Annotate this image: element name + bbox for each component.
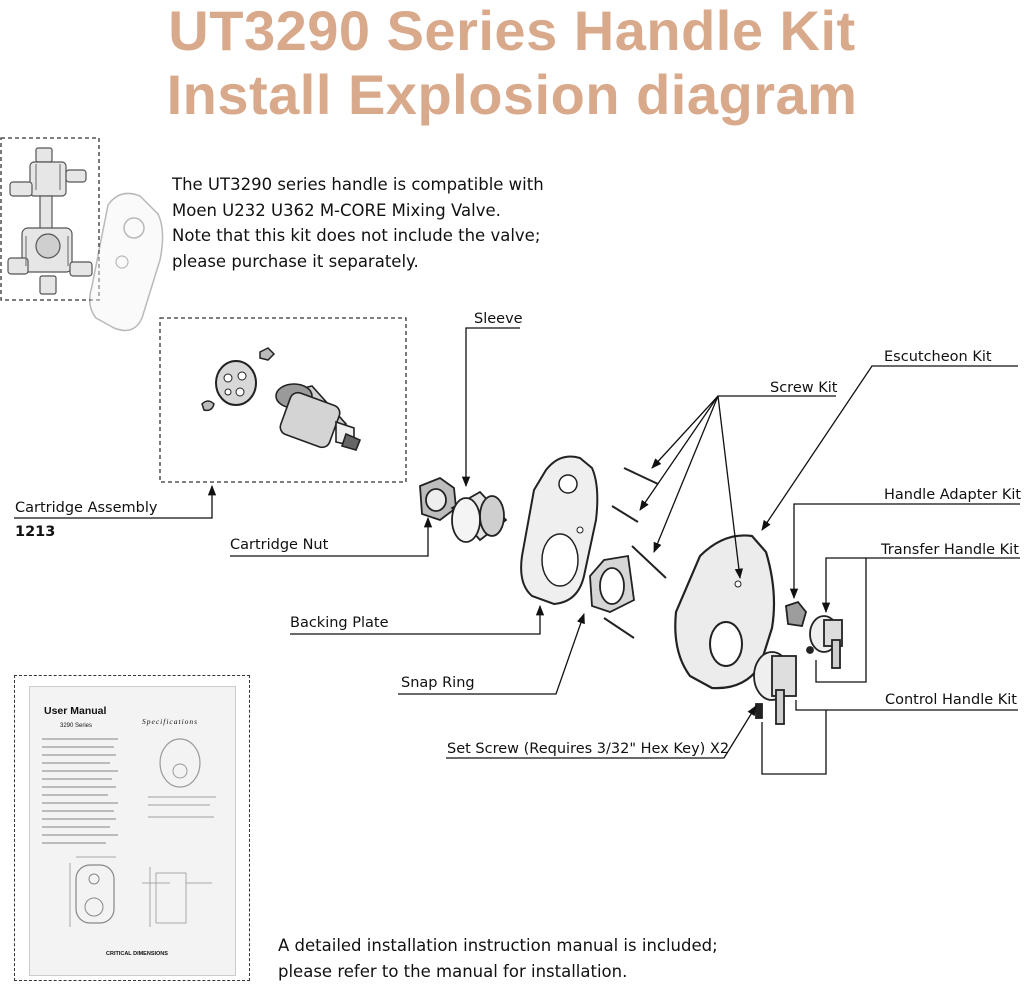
label-transfer-handle-kit: Transfer Handle Kit xyxy=(881,542,1019,558)
manual-specifications: Specifications xyxy=(142,717,199,726)
compatibility-note-line: The UT3290 series handle is compatible with xyxy=(172,175,544,194)
backing-plate-image xyxy=(521,457,597,605)
label-cartridge-part-number: 1213 xyxy=(15,524,56,540)
label-cartridge-assembly: Cartridge Assembly xyxy=(15,500,158,516)
manual-note-line: A detailed installation instruction manual is included; xyxy=(278,936,718,955)
page-title-line-2: Install Explosion diagram xyxy=(166,63,858,126)
user-manual-image xyxy=(14,675,250,981)
snap-ring-image xyxy=(590,556,634,612)
manual-drawings xyxy=(30,687,235,975)
label-handle-adapter-kit: Handle Adapter Kit xyxy=(884,487,1022,503)
sleeve-image xyxy=(452,492,506,542)
plaster-guard-image xyxy=(90,193,163,330)
manual-note xyxy=(278,933,718,985)
control-handle-image xyxy=(754,652,796,724)
manual-subtitle: 3290 Series xyxy=(60,723,93,729)
label-set-screw: Set Screw (Requires 3/32" Hex Key) X2 xyxy=(447,741,730,757)
transfer-handle-image xyxy=(810,616,842,668)
label-screw-kit: Screw Kit xyxy=(770,380,838,396)
manual-title: User Manual xyxy=(44,705,107,717)
label-sleeve: Sleeve xyxy=(474,311,523,327)
screw-kit-image xyxy=(604,468,666,638)
manual-note-line: please refer to the manual for installation. xyxy=(278,962,628,981)
cartridge-nut-image xyxy=(420,478,456,520)
cartridge-assembly-image xyxy=(202,348,360,450)
label-escutcheon-kit: Escutcheon Kit xyxy=(884,349,992,365)
label-snap-ring: Snap Ring xyxy=(401,675,475,691)
manual-critical-dimensions: CRITICAL DIMENSIONS xyxy=(106,951,168,957)
mixing-valve-image xyxy=(1,138,99,300)
manual-sheet xyxy=(29,686,236,976)
label-control-handle-kit: Control Handle Kit xyxy=(885,692,1017,708)
label-cartridge-nut: Cartridge Nut xyxy=(230,537,329,553)
compatibility-note-line: please purchase it separately. xyxy=(172,251,419,271)
compatibility-note-line: Moen U232 U362 M-CORE Mixing Valve. xyxy=(172,200,501,220)
compatibility-note-line: Note that this kit does not include the valve; xyxy=(172,226,541,245)
label-backing-plate: Backing Plate xyxy=(290,615,389,631)
page-title-line-1: UT3290 Series Handle Kit xyxy=(168,0,856,62)
handle-adapter-image xyxy=(786,602,813,653)
